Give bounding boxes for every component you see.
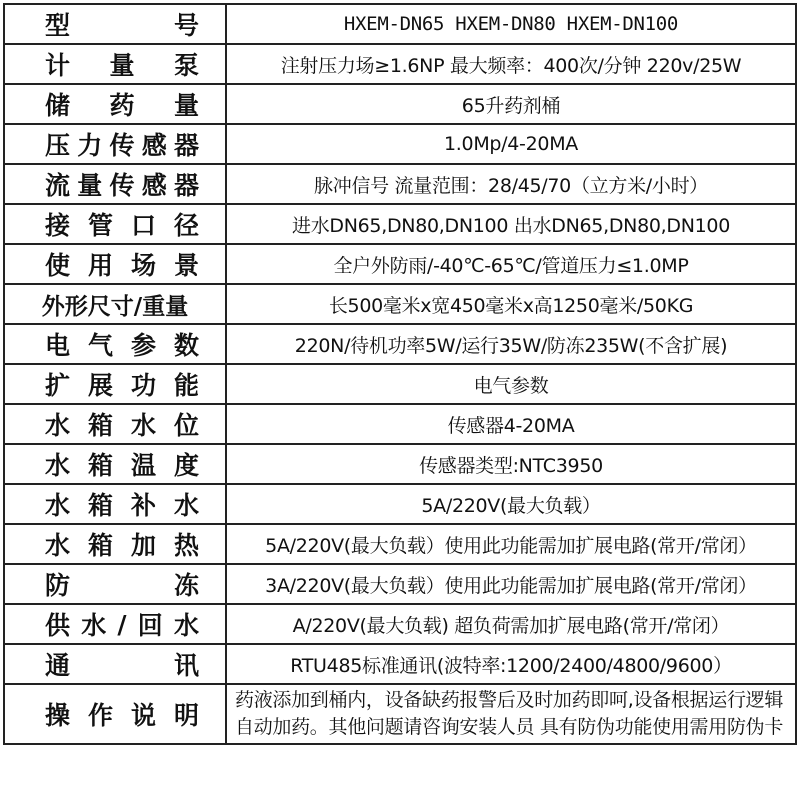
row-value: 电气参数 [226,364,796,404]
label-char: 操 [45,701,71,730]
label-char: 接 [45,211,71,240]
spec-row-supply-return [4,604,796,644]
label-char: 作 [87,701,113,730]
row-value: 5A/220V(最大负载）使用此功能需加扩展电路(常开/常闭） [226,524,796,564]
label-char: 位 [173,411,199,440]
spec-row-dimensions [4,284,796,324]
label-char: 流 [45,171,71,200]
row-label [4,164,226,204]
label-char: 使 [45,251,71,280]
label-char: 讯 [173,651,199,680]
row-label [4,524,226,564]
label-char: 径 [173,211,199,240]
spec-row-antifreeze [4,564,796,604]
label-char: 回 [137,611,163,640]
label-char: 展 [87,371,113,400]
row-value: 注射压力场≥1.6NP 最大频率：400次/分钟 220v/25W [226,44,796,84]
row-value: 药液添加到桶内，设备缺药报警后及时加药即呵,设备根据运行逻辑自动加药。其他问题请咨询安装人员 具有防伪功能使用需用防伪卡 [226,684,796,744]
label-char: 水 [173,491,199,520]
label-char: 水 [81,611,107,640]
row-label [4,364,226,404]
row-value: 传感器类型:NTC3950 [226,444,796,484]
row-label [4,444,226,484]
spec-row-pipe-diameter [4,204,796,244]
label-char: 器 [173,171,199,200]
row-value: 5A/220V(最大负载） [226,484,796,524]
label-char: 水 [130,411,156,440]
label-char: 通 [45,651,71,680]
row-value: HXEM-DN65 HXEM-DN80 HXEM-DN100 [226,4,796,44]
row-label [4,204,226,244]
row-value: 长500毫米x宽450毫米x高1250毫米/50KG [226,284,796,324]
spec-row-storage [4,84,796,124]
label-char: 泵 [173,51,199,80]
label-char: 计 [45,51,71,80]
row-label [4,484,226,524]
row-label [4,124,226,164]
label-char: 管 [87,211,113,240]
label-char: 明 [173,701,199,730]
label-char: 箱 [87,451,113,480]
spec-row-model [4,4,796,44]
row-label [4,324,226,364]
label-char: 水 [45,491,71,520]
label-char: 水 [173,611,199,640]
label-char: 号 [173,11,199,40]
label-char: 气 [87,331,113,360]
label-char: 补 [130,491,156,520]
label-char: 感 [141,131,167,160]
row-value: 进水DN65,DN80,DN100 出水DN65,DN80,DN100 [226,204,796,244]
spec-row-pump [4,44,796,84]
label-char: 压 [45,131,71,160]
label-char: 口 [130,211,156,240]
row-label [4,284,226,324]
label-char: 数 [173,331,199,360]
row-label [4,84,226,124]
label-char: 水 [45,451,71,480]
spec-row-communication [4,644,796,684]
spec-row-instructions [4,684,796,744]
label-char: 能 [173,371,199,400]
label-char: 型 [45,11,71,40]
row-label [4,644,226,684]
label-text: 外形尺寸/重量 [41,293,189,320]
label-char: 扩 [45,371,71,400]
row-value: 65升药剂桶 [226,84,796,124]
label-char: 药 [109,91,135,120]
row-label [4,404,226,444]
spec-row-pressure-sensor [4,124,796,164]
label-char: 场 [130,251,156,280]
spec-row-tank-refill [4,484,796,524]
label-char: 加 [130,531,156,560]
row-value: 1.0Mp/4-20MA [226,124,796,164]
label-char: 箱 [87,491,113,520]
label-char: 度 [173,451,199,480]
label-char: 电 [45,331,71,360]
label-char: 力 [77,131,103,160]
label-char: 功 [130,371,156,400]
spec-row-tank-temp [4,444,796,484]
row-label [4,564,226,604]
label-char: 量 [77,171,103,200]
spec-table [3,3,797,745]
row-value: 220N/待机功率5W/运行35W/防冻235W(不含扩展) [226,324,796,364]
label-char: 箱 [87,411,113,440]
spec-row-usage-scene [4,244,796,284]
label-char: 量 [173,91,199,120]
row-value: A/220V(最大负载) 超负荷需加扩展电路(常开/常闭） [226,604,796,644]
row-value: 3A/220V(最大负载）使用此功能需加扩展电路(常开/常闭） [226,564,796,604]
row-value: 传感器4-20MA [226,404,796,444]
label-char: 供 [45,611,71,640]
label-char: 传 [109,171,135,200]
row-value: 全户外防雨/-40℃-65℃/管道压力≤1.0MP [226,244,796,284]
label-char: 箱 [87,531,113,560]
label-char: 传 [109,131,135,160]
spec-row-tank-heating [4,524,796,564]
label-char: 量 [109,51,135,80]
label-char: 水 [45,411,71,440]
label-char: 参 [130,331,156,360]
spec-row-electrical [4,324,796,364]
label-char: 热 [173,531,199,560]
label-char: 用 [87,251,113,280]
label-char: 储 [45,91,71,120]
label-char: 防 [45,571,71,600]
label-char: 冻 [173,571,199,600]
label-char: 景 [173,251,199,280]
row-label [4,604,226,644]
row-label [4,44,226,84]
spec-row-extension [4,364,796,404]
label-char: 器 [173,131,199,160]
label-char: 水 [45,531,71,560]
row-label [4,244,226,284]
label-char: 温 [130,451,156,480]
row-label [4,4,226,44]
spec-row-flow-sensor [4,164,796,204]
row-value: 脉冲信号 流量范围：28/45/70（立方米/小时） [226,164,796,204]
label-char: / [117,609,127,639]
label-char: 说 [130,701,156,730]
row-value: RTU485标准通讯(波特率:1200/2400/4800/9600） [226,644,796,684]
label-char: 感 [141,171,167,200]
row-label [4,684,226,744]
spec-row-tank-level [4,404,796,444]
